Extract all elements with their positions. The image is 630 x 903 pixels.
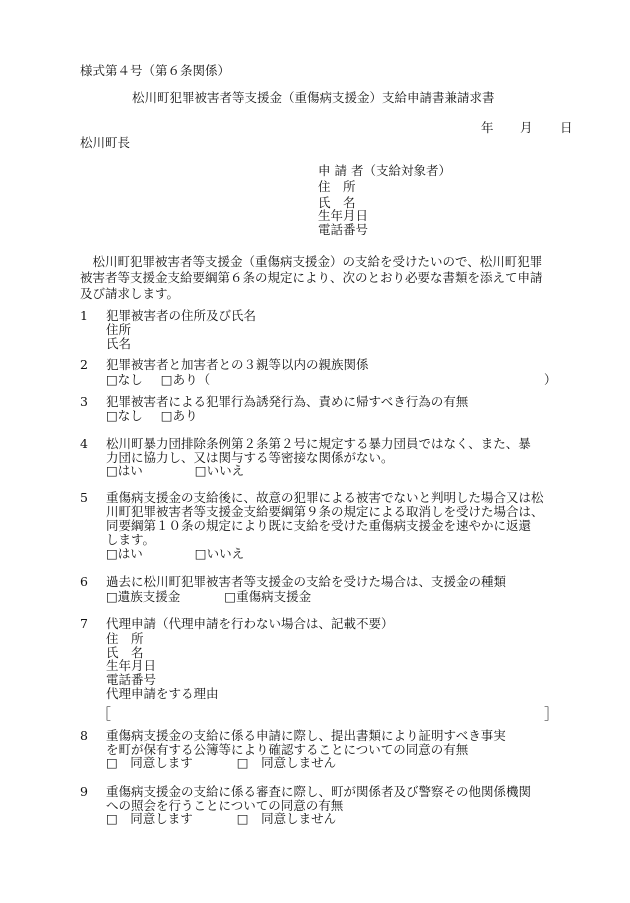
item-5-option-no[interactable]: □いいえ [194, 546, 245, 561]
date-month: 月 [520, 120, 533, 135]
item-3-option-none[interactable]: □なし [106, 408, 143, 423]
item-4-line-1: 松川町暴力団排除条例第２条第２号に規定する暴力団員ではなく、また、暴 [106, 436, 531, 451]
item-9-line-1: 重傷病支援金の支給に係る審査に際し、町が関係者及び警察その他関係機関 [106, 784, 532, 799]
item-8-line-1: 重傷病支援金の支給に係る申請に際し、提出書類により証明すべき事実 [106, 728, 506, 743]
item-7-number: 7 [80, 616, 88, 631]
item-1-title: 犯罪被害者の住所及び氏名 [106, 308, 257, 323]
addressee: 松川町長 [80, 135, 131, 150]
item-7-birthdate-label: 生年月日 [106, 658, 157, 673]
item-3-title: 犯罪被害者による犯罪行為誘発行為、責めに帰すべき行為の有無 [106, 394, 469, 409]
applicant-birthdate-label: 生年月日 [318, 208, 369, 223]
item-8-number: 8 [80, 728, 88, 743]
item-4-option-no[interactable]: □いいえ [194, 463, 245, 478]
item-6-option-injury[interactable]: □重傷病支援金 [224, 589, 312, 604]
item-8-option-agree[interactable]: □ 同意します [106, 755, 193, 770]
item-2-title: 犯罪被害者と加害者との３親等以内の親族関係 [106, 357, 369, 372]
item-5-options [106, 546, 244, 562]
item-5-number: 5 [80, 490, 88, 505]
item-9-line-2: への照会を行うことについての同意の有無 [106, 798, 344, 813]
item-9-option-agree[interactable]: □ 同意します [106, 811, 193, 826]
applicant-heading: 申 請 者（支給対象者） [318, 163, 451, 178]
item-9-number: 9 [80, 784, 88, 799]
item-7-reason-field[interactable] [106, 702, 546, 724]
item-2-close-paren: ） [544, 372, 557, 387]
date-day: 日 [560, 120, 573, 135]
item-8-option-disagree[interactable]: □ 同意しません [236, 755, 337, 770]
item-1-name-label: 氏名 [106, 336, 132, 351]
item-9-options [106, 811, 336, 827]
item-2-number: 2 [80, 357, 88, 372]
item-4-option-yes[interactable]: □はい [106, 463, 143, 478]
item-6-options [106, 589, 311, 605]
item-7-bracket-close: ］ [544, 705, 560, 723]
item-3-options [106, 408, 198, 424]
item-7-address-label: 住 所 [106, 631, 144, 646]
item-2-option-yes[interactable]: □あり（ [160, 372, 211, 387]
item-5-line-4: します。 [106, 532, 156, 547]
item-6-number: 6 [80, 574, 88, 589]
applicant-phone-label: 電話番号 [318, 222, 369, 237]
item-6-option-bereaved[interactable]: □遺族支援金 [106, 589, 181, 604]
item-1-address-label: 住所 [106, 322, 132, 337]
item-3-option-yes[interactable]: □あり [160, 408, 198, 423]
intro-line-2: 被害者等支援金支給要綱第６条の規定により、次のとおり必要な書類を添えて申請 [80, 270, 543, 285]
item-8-options [106, 755, 336, 771]
item-5-line-1: 重傷病支援金の支給後に、故意の犯罪による被害でないと判明した場合又は松 [106, 490, 544, 505]
item-9-option-disagree[interactable]: □ 同意しません [236, 811, 337, 826]
applicant-address-label: 住 所 [318, 179, 356, 194]
item-2-options [106, 372, 210, 388]
item-5-option-yes[interactable]: □はい [106, 546, 143, 561]
item-7-phone-label: 電話番号 [106, 672, 157, 687]
item-7-reason-label: 代理申請をする理由 [106, 686, 219, 701]
item-7-title: 代理申請（代理申請を行わない場合は、記載不要） [106, 616, 394, 631]
applicant-name-label: 氏 名 [318, 195, 356, 210]
item-5-line-2: 川町犯罪被害者等支援金支給要綱第９条の規定による取消しを受けた場合は、 [106, 504, 544, 519]
form-number: 様式第４号（第６条関係） [80, 63, 231, 78]
item-5-line-3: 同要綱第１０条の規定により既に支給を受けた重傷病支援金を速やかに返還 [106, 518, 532, 533]
document-title: 松川町犯罪被害者等支援金（重傷病支援金）支給申請書兼請求書 [132, 90, 495, 105]
item-8-line-2: を町が保有する公簿等により確認することについての同意の有無 [106, 742, 469, 757]
item-7-name-label: 氏 名 [106, 645, 144, 660]
item-4-line-2: 力団に協力し、又は関与する等密接な関係がない。 [106, 450, 394, 465]
item-4-number: 4 [80, 436, 88, 451]
intro-line-1: 松川町犯罪被害者等支援金（重傷病支援金）の支給を受けたいので、松川町犯罪 [80, 254, 543, 269]
item-4-options [106, 463, 244, 479]
item-3-number: 3 [80, 394, 88, 409]
intro-line-3: 及び請求します。 [80, 286, 180, 301]
item-2-option-none[interactable]: □なし [106, 372, 143, 387]
item-6-title: 過去に松川町犯罪被害者等支援金の支給を受けた場合は、支援金の種類 [106, 574, 507, 589]
date-year: 年 [481, 120, 494, 135]
item-7-bracket-open: ［ [96, 705, 112, 723]
item-1-number: 1 [80, 308, 88, 323]
